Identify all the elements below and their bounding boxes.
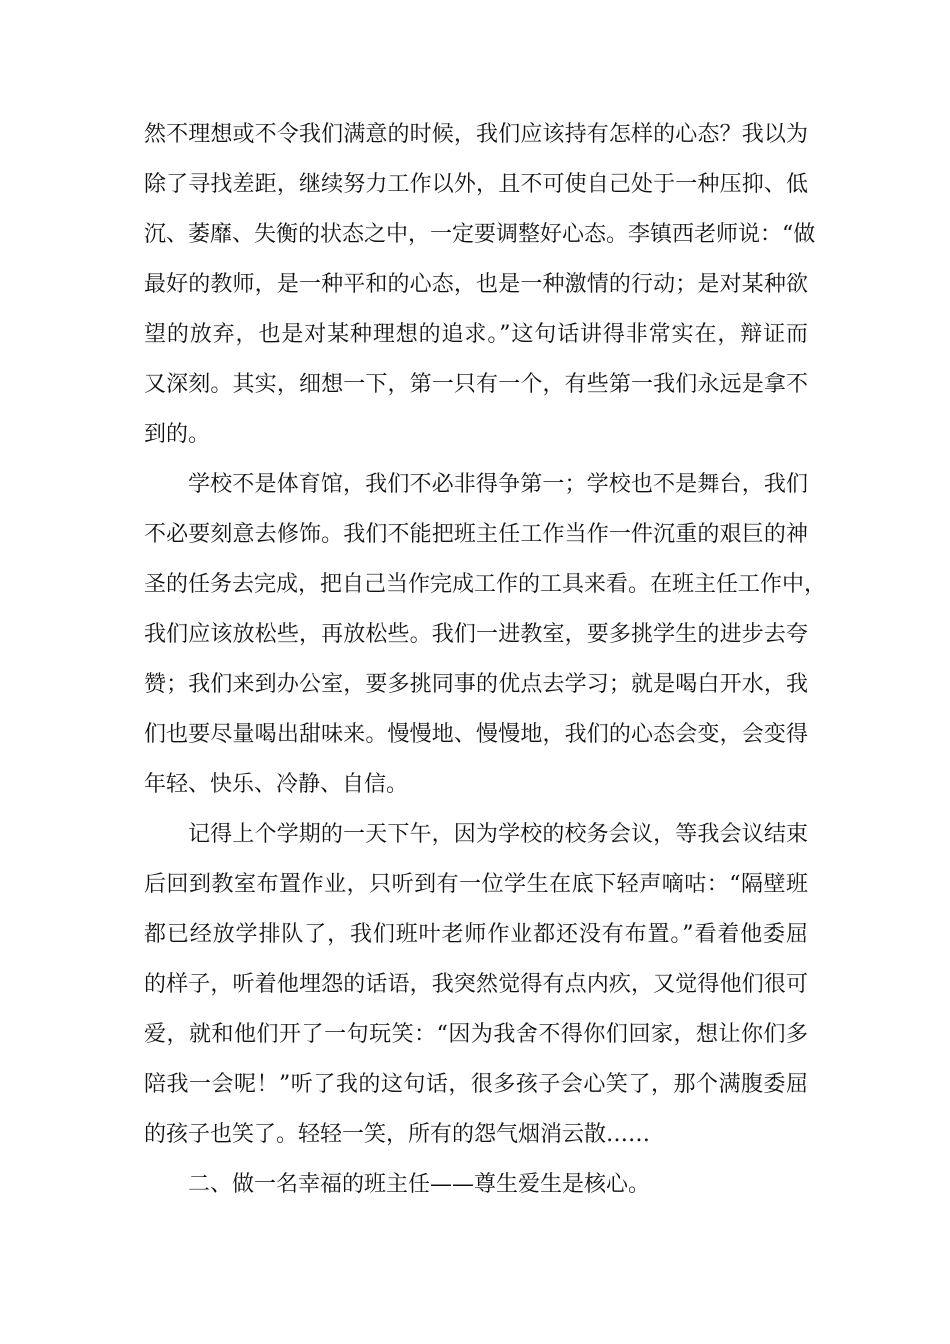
text-line: 的样子，听着他埋怨的话语，我突然觉得有点内疚，又觉得他们很可 xyxy=(144,972,808,997)
paragraph-school xyxy=(144,460,827,810)
text-line: 陪我一会呢！”听了我的这句话，很多孩子会心笑了，那个满腹委屈 xyxy=(144,1072,808,1097)
text-line: 赞；我们来到办公室，要多挑同事的优点去学习；就是喝白开水，我 xyxy=(144,672,808,697)
paragraph-anecdote xyxy=(144,810,808,1160)
text-line: 记得上个学期的一天下午，因为学校的校务会议，等我会议结束 xyxy=(188,822,808,847)
text-line: 爱，就和他们开了一句玩笑：“因为我舍不得你们回家，想让你们多 xyxy=(144,1022,808,1047)
text-line: 然不理想或不令我们满意的时候，我们应该持有怎样的心态？我以为 xyxy=(144,122,808,147)
section-heading-two xyxy=(144,1160,808,1210)
text-line: 我们应该放松些，再放松些。我们一进教室，要多挑学生的进步去夸 xyxy=(144,622,808,647)
text-line: 除了寻找差距，继续努力工作以外，且不可使自己处于一种压抑、低 xyxy=(144,172,808,197)
text-line: 不必要刻意去修饰。我们不能把班主任工作当作一件沉重的艰巨的神 xyxy=(144,522,808,547)
text-line: 年轻、快乐、冷静、自信。 xyxy=(144,772,409,797)
document-body xyxy=(144,110,827,1210)
text-line: 学校不是体育馆，我们不必非得争第一；学校也不是舞台，我们 xyxy=(188,472,808,497)
section-heading: 二、做一名幸福的班主任——尊生爱生是核心。 xyxy=(188,1172,651,1197)
text-line: 又深刻。其实，细想一下，第一只有一个，有些第一我们永远是拿不 xyxy=(144,372,808,397)
text-line: 的孩子也笑了。轻轻一笑，所有的怨气烟消云散…… xyxy=(144,1122,651,1147)
text-line: 沉、萎靡、失衡的状态之中，一定要调整好心态。李镇西老师说：“做 xyxy=(144,222,816,247)
text-line: 都已经放学排队了，我们班叶老师作业都还没有布置。”看着他委屈 xyxy=(144,922,808,947)
text-line: 到的。 xyxy=(144,422,211,447)
text-line: 后回到教室布置作业，只听到有一位学生在底下轻声嘀咕：“隔壁班 xyxy=(144,872,808,897)
text-line: 望的放弃，也是对某种理想的追求。”这句话讲得非常实在，辩证而 xyxy=(144,322,808,347)
text-line: 们也要尽量喝出甜味来。慢慢地、慢慢地，我们的心态会变，会变得 xyxy=(144,722,808,747)
text-line: 最好的教师，是一种平和的心态，也是一种激情的行动；是对某种欲 xyxy=(144,272,808,297)
text-line: 圣的任务去完成，把自己当作完成工作的工具来看。在班主任工作中， xyxy=(144,572,827,597)
paragraph-mindset xyxy=(144,110,816,460)
